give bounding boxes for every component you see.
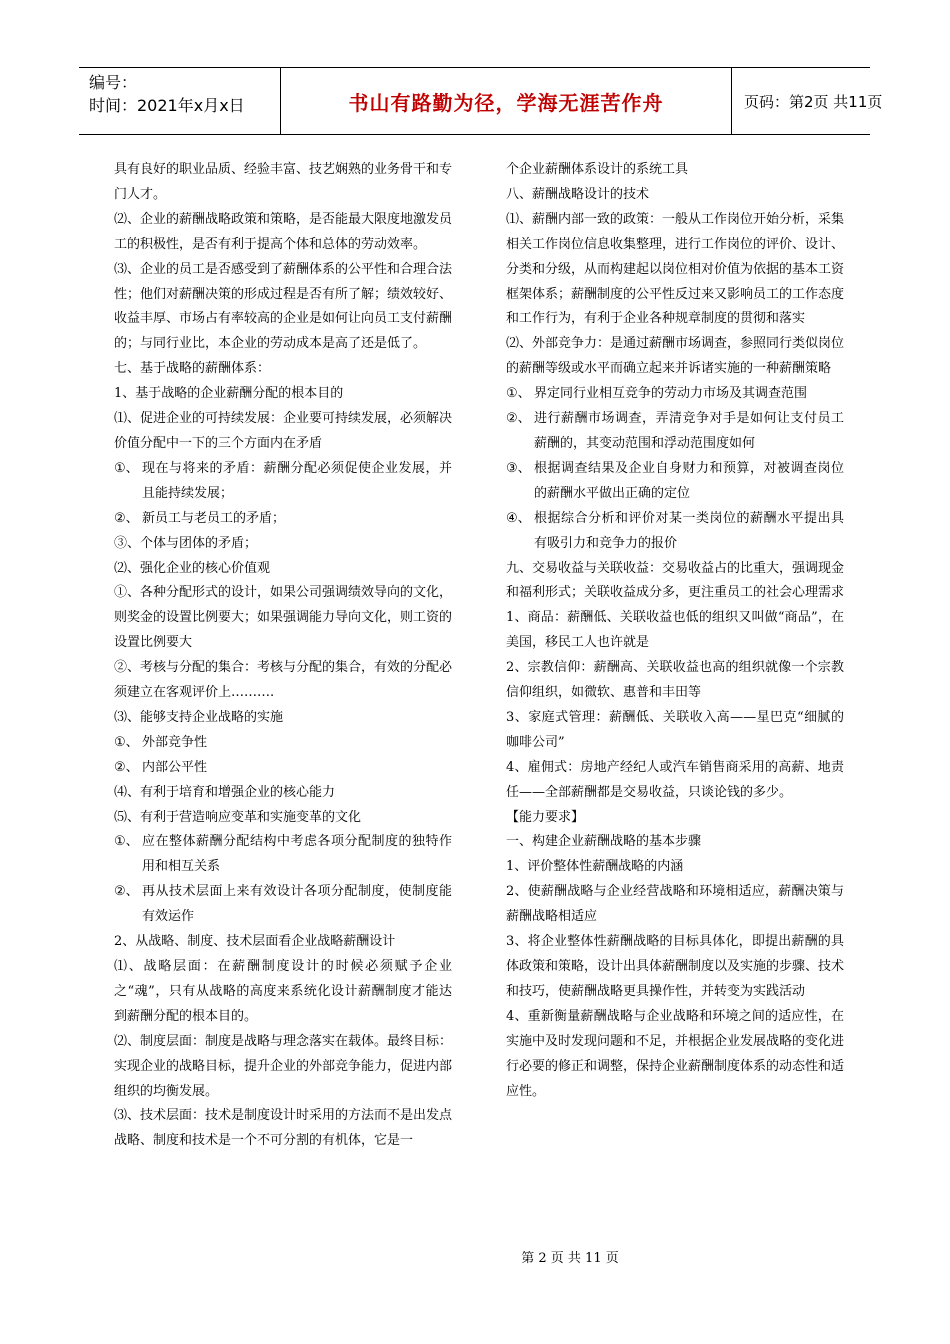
- list-item-text: 再从技术层面上来有效设计各项分配制度，使制度能有效运作: [142, 884, 452, 925]
- paragraph: ③、个体与团体的矛盾；: [114, 535, 258, 551]
- list-marker: ②、: [114, 759, 139, 775]
- paragraph: ②、考核与分配的集合：考核与分配的集合，有效的分配必须建立在客观评价上……….: [114, 660, 453, 701]
- list-marker: ①、: [114, 460, 139, 476]
- paragraph: ⑵、制度层面：制度是战略与理念落实在载体。最终目标：实现企业的战略目标，提升企业的外部竞争能力，促进内部组织的均衡发展。: [114, 1033, 453, 1099]
- list-item-text: 现在与将来的矛盾：薪酬分配必须促使企业发展，并且能持续发展；: [142, 460, 452, 501]
- list-item: [114, 830, 452, 880]
- list-item-text: 内部公平性: [142, 759, 208, 775]
- paragraph: ⑶、技术层面：技术是制度设计时采用的方法而不是出发点: [114, 1108, 453, 1124]
- paragraph: ①、各种分配形式的设计，如果公司强调绩效导向的文化，则奖金的设置比例要大；如果强调能力导向文化，则工资的设置比例要大: [114, 585, 453, 651]
- paragraph: 九、交易收益与关联收益：交易收益占的比重大，强调现金和福利形式；关联收益成分多，更注重员工的社会心理需求: [506, 560, 845, 601]
- list-item-text: 新员工与老员工的矛盾；: [142, 510, 286, 526]
- paragraph: ⑶、企业的员工是否感受到了薪酬体系的公平性和合理合法性；他们对薪酬决策的形成过程是否有所了解；绩效较好、收益丰厚、市场占有率较高的企业是如何让向员工支付薪酬的；与同行业比，本企业的劳动成本是高了还是低了。: [114, 261, 453, 352]
- list-item: [114, 507, 452, 532]
- paragraph: 2、从战略、制度、技术层面看企业战略薪酬设计: [114, 934, 396, 950]
- list-marker: ①、: [114, 834, 139, 850]
- paragraph: 3、将企业整体性薪酬战略的目标具体化，即提出薪酬的具体政策和策略，设计出具体薪酬制度以及实施的步骤、技术和技巧，使薪酬战略更具操作性，并转变为实践活动: [506, 934, 845, 999]
- document-number-label: 编号：: [89, 73, 138, 92]
- left-text-column: [114, 158, 452, 1154]
- paragraph: 战略、制度和技术是一个不可分割的有机体，它是一: [114, 1133, 414, 1149]
- list-item: [506, 382, 844, 407]
- list-marker: ②、: [114, 510, 139, 526]
- list-marker: ③、: [506, 460, 531, 476]
- paragraph: ⑵、强化企业的核心价值观: [114, 560, 271, 576]
- right-text-column: [506, 158, 844, 1104]
- paragraph: 个企业薪酬体系设计的系统工具: [506, 162, 689, 177]
- list-item-text: 外部竞争性: [142, 734, 208, 750]
- list-marker: ②、: [506, 411, 531, 427]
- paragraph: 4、雇佣式：房地产经纪人或汽车销售商采用的高薪、地责任——全部薪酬都是交易收益，只谈论钱的多少。: [506, 759, 844, 800]
- paragraph: ⑸、有利于营造响应变革和实施变革的文化: [114, 809, 362, 825]
- list-item-text: 根据综合分析和评价对某一类岗位的薪酬水平提出具有吸引力和竞争力的报价: [534, 510, 844, 551]
- paragraph: 2、使薪酬战略与企业经营战略和环境相适应，薪酬决策与薪酬战略相适应: [506, 884, 844, 925]
- list-item-text: 界定同行业相互竞争的劳动力市场及其调查范围: [534, 386, 808, 402]
- paragraph: 1、基于战略的企业薪酬分配的根本目的: [114, 386, 344, 402]
- document-date-label: 时间：2021年x月x日: [89, 96, 245, 115]
- list-marker: ④、: [506, 510, 531, 526]
- list-item: [114, 880, 452, 930]
- list-item: [506, 507, 844, 557]
- list-item: [114, 756, 452, 781]
- list-item: [506, 457, 844, 507]
- paragraph: 【能力要求】: [506, 809, 585, 825]
- list-item-text: 进行薪酬市场调查，弄清竞争对手是如何让支付员工薪酬的，其变动范围和浮动范围度如何: [534, 411, 844, 451]
- paragraph: ⑵、企业的薪酬战略政策和策略，是否能最大限度地激发员工的积极性，是否有利于提高个体和总体的劳动效率。: [114, 211, 453, 252]
- header-motto-cell: [281, 68, 732, 134]
- list-marker: ①、: [506, 386, 531, 402]
- list-item-text: 应在整体薪酬分配结构中考虑各项分配制度的独特作用和相互关系: [142, 834, 452, 875]
- list-item-text: 根据调查结果及企业自身财力和预算，对被调查岗位的薪酬水平做出正确的定位: [534, 460, 844, 501]
- header-meta-cell: [79, 68, 281, 134]
- paragraph: ⑴、战略层面：在薪酬制度设计的时候必须赋予企业之“魂”，只有从战略的高度来系统化设计薪酬制度才能达到薪酬分配的根本目的。: [114, 959, 452, 1024]
- paragraph: ⑵、外部竞争力：是通过薪酬市场调查，参照同行类似岗位的薪酬等级或水平而确立起来并诉诸实施的一种薪酬策略: [506, 336, 845, 377]
- header-motto: 书山有路勤为径，学海无涯苦作舟: [348, 90, 664, 115]
- header-page-info: 页码：第2页 共11页: [744, 92, 883, 111]
- paragraph: 2、宗教信仰：薪酬高、关联收益也高的组织就像一个宗教信仰组织，如微软、惠普和丰田等: [506, 660, 844, 701]
- paragraph: ⑷、有利于培育和增强企业的核心能力: [114, 784, 336, 800]
- paragraph: 一、构建企业薪酬战略的基本步骤: [506, 834, 702, 850]
- paragraph: 八、薪酬战略设计的技术: [506, 186, 650, 202]
- paragraph: 4、重新衡量薪酬战略与企业战略和环境之间的适应性，在实施中及时发现问题和不足，并根据企业发展战略的变化进行必要的修正和调整，保持企业薪酬制度体系的动态性和适应性。: [506, 1008, 845, 1099]
- list-marker: ①、: [114, 734, 139, 750]
- paragraph: 七、基于战略的薪酬体系：: [114, 361, 271, 377]
- list-marker: ②、: [114, 884, 139, 900]
- paragraph: 3、家庭式管理：薪酬低、关联收入高——星巴克“细腻的咖啡公司”: [506, 709, 844, 750]
- list-item: [114, 457, 452, 507]
- paragraph: ⑶、能够支持企业战略的实施: [114, 709, 284, 725]
- paragraph: 1、评价整体性薪酬战略的内涵: [506, 859, 684, 875]
- paragraph: ⑴、促进企业的可持续发展：企业要可持续发展，必须解决价值分配中一下的三个方面内在矛盾: [114, 411, 453, 451]
- paragraph: 1、商品：薪酬低、关联收益也低的组织又叫做“商品”，在美国，移民工人也许就是: [506, 610, 844, 651]
- paragraph: 具有良好的职业品质、经验丰富、技艺娴熟的业务骨干和专门人才。: [114, 162, 453, 202]
- header-page-cell: [732, 68, 883, 134]
- paragraph: ⑴、薪酬内部一致的政策：一般从工作岗位开始分析，采集相关工作岗位信息收集整理，进行工作岗位的评价、设计、分类和分级，从而构建起以岗位相对价值为依据的基本工资框架体系；薪酬制度的公平性反过来又影响员工的工作态度和工作行为，有利于企业各种规章制度的贯彻和落实: [506, 211, 845, 327]
- list-item: [114, 731, 452, 756]
- page-footer: 第 2 页 共 11 页: [521, 1251, 619, 1266]
- list-item: [506, 407, 844, 457]
- page-header: [79, 67, 883, 135]
